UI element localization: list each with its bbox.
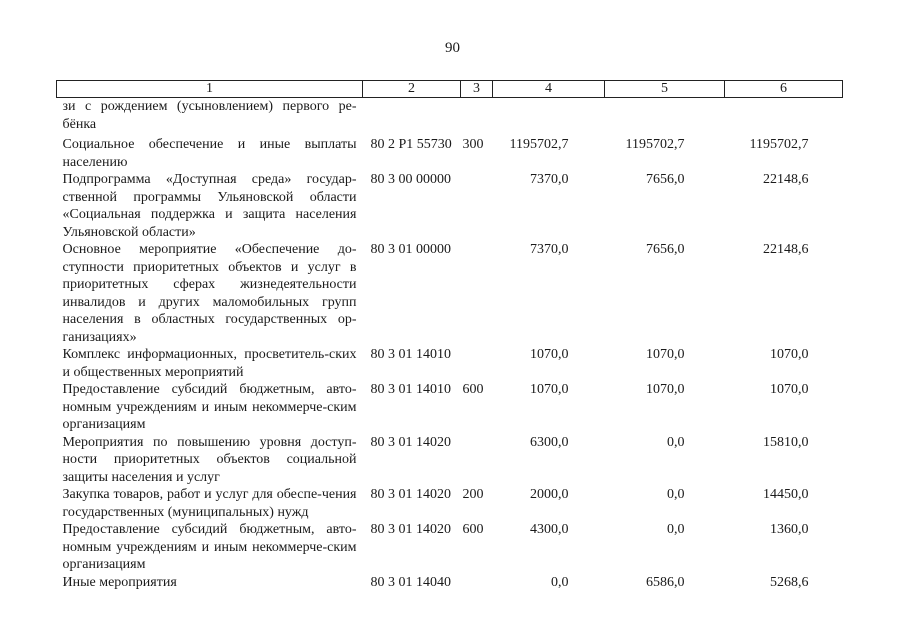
- column-header-2: 2: [363, 81, 461, 98]
- column-header-3: 3: [461, 81, 493, 98]
- row-type: [461, 241, 493, 346]
- page-number: 90: [445, 40, 460, 56]
- row-code: 80 3 01 14020: [370, 522, 451, 537]
- row-code: 80 3 01 14020: [370, 434, 451, 450]
- row-code: 80 3 01 14040: [370, 574, 451, 590]
- table-row: [57, 381, 843, 434]
- row-value-5: 0,0: [667, 522, 685, 537]
- row-value-6: 15810,0: [763, 434, 809, 450]
- row-value-6: 14450,0: [763, 487, 809, 502]
- table-row: [57, 574, 843, 592]
- row-type: 600: [462, 382, 484, 397]
- row-value-4: 7370,0: [530, 172, 569, 187]
- row-value-4: [493, 98, 605, 137]
- row-value-6: 1195702,7: [749, 137, 809, 152]
- column-header-4: 4: [493, 81, 605, 98]
- row-name: Социальное обеспечение и иные выплаты населению: [62, 137, 357, 170]
- row-code: 80 3 00 00000: [370, 172, 451, 187]
- row-name: Мероприятия по повышению уровня доступ-ности приоритетных объектов социальной защиты населения и услуг: [62, 434, 357, 485]
- row-type: 300: [462, 137, 484, 152]
- row-value-5: [605, 98, 725, 137]
- row-value-4: 1070,0: [530, 347, 569, 362]
- row-name: Комплекс информационных, просветитель-ских и общественных мероприятий: [62, 347, 357, 380]
- row-value-5: 7656,0: [646, 172, 685, 187]
- row-value-5: 0,0: [667, 434, 685, 450]
- row-value-6: [725, 98, 843, 137]
- row-name: Иные мероприятия: [62, 574, 177, 590]
- row-value-4: 6300,0: [530, 434, 569, 450]
- row-value-6: 1070,0: [770, 382, 809, 397]
- row-type: [461, 171, 493, 241]
- row-type: [461, 434, 493, 487]
- table-row: [57, 98, 843, 137]
- row-name: Закупка товаров, работ и услуг для обеспе-чения государственных (муниципальных) нужд: [62, 487, 357, 520]
- row-value-6: 1070,0: [770, 347, 809, 362]
- table-row: [57, 346, 843, 381]
- row-value-5: 6586,0: [646, 574, 685, 590]
- row-code: 80 3 01 14020: [370, 487, 451, 502]
- table-row: [57, 434, 843, 487]
- table-row: [57, 136, 843, 171]
- column-header-6: 6: [725, 81, 843, 98]
- budget-table: [56, 80, 843, 591]
- row-value-4: 1195702,7: [509, 137, 569, 152]
- row-code: 80 2 Р1 55730: [370, 137, 452, 152]
- table-row: [57, 521, 843, 574]
- table-row: [57, 241, 843, 346]
- row-code: 80 3 01 00000: [370, 242, 451, 257]
- row-code: [363, 98, 461, 137]
- row-value-4: 4300,0: [530, 522, 569, 537]
- table-row: [57, 171, 843, 241]
- row-value-5: 7656,0: [646, 242, 685, 257]
- row-type: 200: [462, 487, 484, 502]
- column-header-5: 5: [605, 81, 725, 98]
- row-code: 80 3 01 14010: [370, 382, 451, 397]
- table-row: [57, 486, 843, 521]
- row-name: Предоставление субсидий бюджетным, авто-номным учреждениям и иным некоммерче-ским организациям: [62, 382, 357, 432]
- row-value-6: 22148,6: [763, 172, 809, 187]
- column-header-1: 1: [57, 81, 363, 98]
- row-name: Подпрограмма «Доступная среда» государ-ственной программы Ульяновской области «Социальная поддержка и защита населения Ульяновской области»: [62, 172, 357, 240]
- row-value-5: 1070,0: [646, 347, 685, 362]
- row-value-4: 0,0: [551, 574, 569, 590]
- row-value-5: 1195702,7: [625, 137, 685, 152]
- row-name: зи с рождением (усыновлением) первого ре-бёнка: [62, 99, 357, 132]
- row-code: 80 3 01 14010: [370, 347, 451, 362]
- row-value-6: 1360,0: [770, 522, 809, 537]
- row-value-5: 1070,0: [646, 382, 685, 397]
- table-header-row: [57, 81, 843, 98]
- row-value-4: 2000,0: [530, 487, 569, 502]
- row-name: Основное мероприятие «Обеспечение до-ступности приоритетных объектов и услуг в приоритетных сферах жизнедеятельности инвалидов и других маломобильных групп населения в областных государственных ор-ганизациях»: [62, 242, 357, 345]
- row-value-5: 0,0: [667, 487, 685, 502]
- row-value-6: 22148,6: [763, 242, 809, 257]
- row-value-4: 1070,0: [530, 382, 569, 397]
- row-name: Предоставление субсидий бюджетным, авто-номным учреждениям и иным некоммерче-ским организациям: [62, 522, 357, 572]
- row-type: 600: [462, 522, 484, 537]
- row-type: [461, 346, 493, 381]
- row-value-4: 7370,0: [530, 242, 569, 257]
- row-type: [461, 574, 493, 592]
- row-value-6: 5268,6: [770, 574, 809, 590]
- row-type: [461, 98, 493, 137]
